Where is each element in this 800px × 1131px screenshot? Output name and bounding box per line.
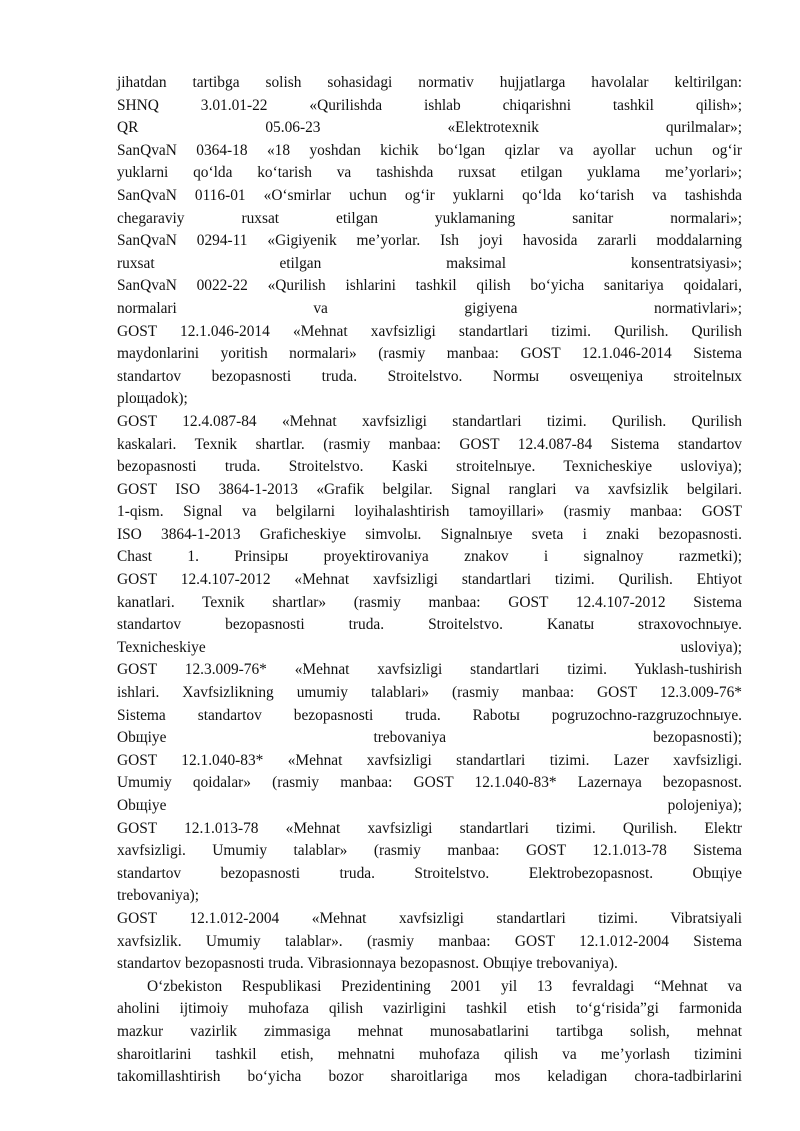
text-line: ploщadok); — [117, 390, 188, 408]
text-line: mazkur vazirlik zimmasiga mehnat munosabatlarini tartibga solish, mehnat — [117, 1022, 742, 1040]
text-line: SHNQ 3.01.01-22 «Qurilishda ishlab chiqarishni tashkil qilish»; — [117, 96, 742, 114]
text-line: ISO 3864-1-2013 Graficheskiye simvolы. Signalnыye sveta i znaki bezopasnosti. — [117, 525, 742, 543]
text-line: GOST 12.4.087-84 «Mehnat xavfsizligi standartlari tizimi. Qurilish. Qurilish — [117, 412, 742, 430]
text-line: Umumiy qoidalar» (rasmiy manbaa: GOST 12.1.040-83* Lazernaya bezopasnost. — [117, 774, 742, 792]
text-line: 1-qism. Signal va belgilarni loyihalashtirish tamoyillari» (rasmiy manbaa: GOST — [117, 503, 742, 521]
text-line: aholini ijtimoiy muhofaza qilish vazirligini tashkil etish to‘g‘risida”gi farmonida — [117, 1000, 742, 1018]
text-line: GOST 12.1.012-2004 «Mehnat xavfsizligi standartlari tizimi. Vibratsiyali — [117, 909, 742, 927]
text-line: SanQvaN 0116-01 «O‘smirlar uchun og‘ir yuklarni qo‘lda ko‘tarish va tashishda — [117, 186, 742, 204]
text-line: GOST 12.4.107-2012 «Mehnat xavfsizligi standartlari tizimi. Qurilish. Ehtiyot — [117, 571, 742, 589]
text-line: QR 05.06-23 «Elektrotexnik qurilmalar»; — [117, 119, 742, 137]
text-line: maydonlarini yoritish normalari» (rasmiy manbaa: GOST 12.1.046-2014 Sistema — [117, 345, 742, 363]
text-line: GOST ISO 3864-1-2013 «Grafik belgilar. Signal ranglari va xavfsizlik belgilari. — [117, 480, 742, 498]
text-line: GOST 12.1.013-78 «Mehnat xavfsizligi standartlari tizimi. Qurilish. Elektr — [117, 819, 742, 837]
text-line: standartov bezopasnosti truda. Stroitelstvo. Normы osveщeniya stroitelnыx — [117, 367, 742, 385]
text-line: yuklarni qo‘lda ko‘tarish va tashishda ruxsat etilgan yuklama me’yorlari»; — [117, 164, 742, 182]
text-line: ruxsat etilgan maksimal konsentratsiyasi»; — [117, 254, 742, 272]
text-line: SanQvaN 0022-22 «Qurilish ishlarini tashkil qilish bo‘yicha sanitariya qoidalari, — [117, 277, 742, 295]
text-line: jihatdan tartibga solish sohasidagi normativ hujjatlarga havolalar keltirilgan: — [117, 74, 742, 91]
text-line: ishlari. Xavfsizlikning umumiy talablari» (rasmiy manbaa: GOST 12.3.009-76* — [117, 684, 742, 702]
text-line: trebovaniya); — [117, 887, 200, 905]
text-line: xavfsizlik. Umumiy talablar». (rasmiy manbaa: GOST 12.1.012-2004 Sistema — [117, 932, 742, 950]
text-line: Texnicheskiye usloviya); — [117, 638, 742, 656]
text-line: GOST 12.3.009-76* «Mehnat xavfsizligi standartlari tizimi. Yuklash-tushirish — [117, 661, 742, 679]
text-line: chegaraviy ruxsat etilgan yuklamaning sanitar normalari»; — [117, 209, 742, 227]
text-line: bezopasnosti truda. Stroitelstvo. Kaski stroitelnыye. Texnicheskiye usloviya); — [117, 458, 742, 476]
text-line: GOST 12.1.040-83* «Mehnat xavfsizligi standartlari tizimi. Lazer xavfsizligi. — [117, 751, 742, 769]
text-line: xavfsizligi. Umumiy talablar» (rasmiy manbaa: GOST 12.1.013-78 Sistema — [117, 842, 742, 860]
document-page — [117, 72, 742, 1089]
text-line: Chast 1. Prinsipы proyektirovaniya znakov i signalnoy razmetki); — [117, 548, 742, 566]
text-line: Sistema standartov bezopasnosti truda. Rabotы pogruzochno-razgruzochnыye. — [117, 706, 742, 724]
text-line: standartov bezopasnosti truda. Stroitelstvo. Elektrobezopasnost. Obщiye — [117, 864, 742, 882]
text-line: sharoitlarini tashkil etish, mehnatni muhofaza qilish va me’yorlash tizimini — [117, 1045, 742, 1063]
text-line: takomillashtirish bo‘yicha bozor sharoitlariga mos keladigan chora-tadbirlarini — [117, 1068, 742, 1086]
text-line: normalari va gigiyena normativlari»; — [117, 299, 742, 317]
text-line: SanQvaN 0364-18 «18 yoshdan kichik bo‘lgan qizlar va ayollar uchun og‘ir — [117, 141, 742, 159]
text-line: SanQvaN 0294-11 «Gigiyenik me’yorlar. Ish joyi havosida zararli moddalarning — [117, 232, 742, 250]
text-line: Obщiye trebovaniya bezopasnosti); — [117, 729, 742, 747]
text-line: GOST 12.1.046-2014 «Mehnat xavfsizligi standartlari tizimi. Qurilish. Qurilish — [117, 322, 742, 340]
text-line: O‘zbekiston Respublikasi Prezidentining 2001 yil 13 fevraldagi “Mehnat va — [147, 977, 742, 995]
text-line: standartov bezopasnosti truda. Stroitelstvo. Kanatы straxovochnыye. — [117, 616, 742, 634]
text-line: Obщiye polojeniya); — [117, 797, 742, 814]
text-line: kanatlari. Texnik shartlar» (rasmiy manbaa: GOST 12.4.107-2012 Sistema — [117, 593, 742, 611]
text-line: standartov bezopasnosti truda. Vibrasionnaya bezopasnost. Obщiye trebovaniya). — [117, 955, 618, 973]
text-line: kaskalari. Texnik shartlar. (rasmiy manbaa: GOST 12.4.087-84 Sistema standartov — [117, 435, 742, 453]
